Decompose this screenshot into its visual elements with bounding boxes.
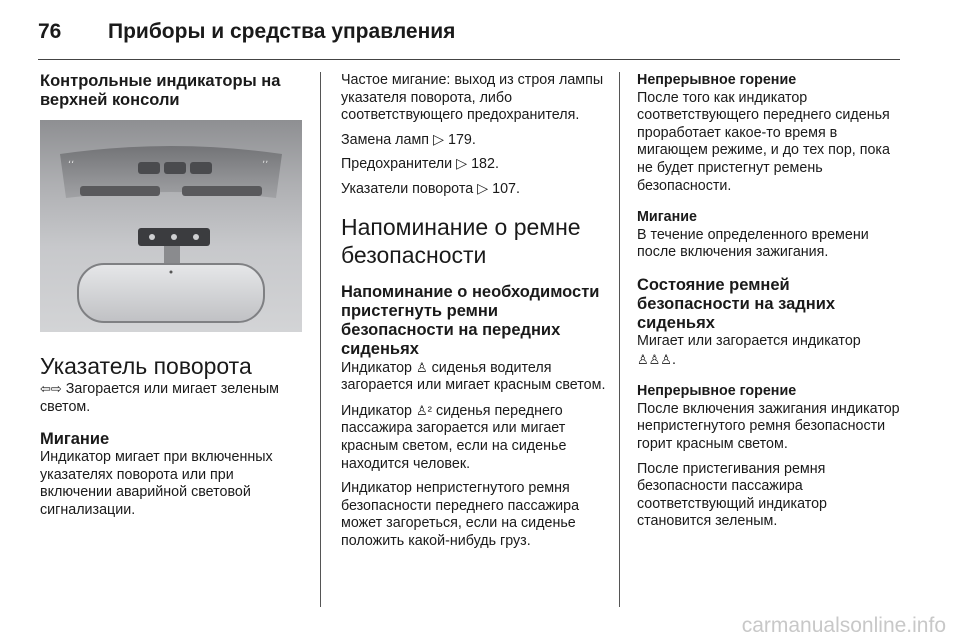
front-seats-heading: Напоминание о необходимости пристегнуть ремни безопасности на передних сиденьях [341, 282, 600, 358]
column-1 [40, 72, 306, 527]
page-number: 76 [38, 20, 62, 43]
turn-arrows-icon: ⇦⇨ [40, 381, 62, 396]
column-divider-1 [320, 72, 321, 607]
turn-signal-heading: Указатель поворота [40, 353, 252, 379]
section-title-console: Контрольные индикаторы на верхней консоли [40, 72, 281, 109]
steady-light-heading-2: Непрерывное горение [637, 383, 797, 400]
steady-light-text-2: После включения зажигания индикатор непристегнутого ремня безопасности горит красным светом. [637, 400, 900, 452]
rapid-blink-text: Частое мигание: выход из строя лампы указателя поворота, либо соответствующего предохранителя. [341, 72, 604, 124]
svg-text:ʼʼ: ʼʼ [262, 160, 269, 171]
passenger-indicator-text: Индикатор ♙² сиденья переднего пассажира загорается или мигает красным светом, если на сиденье находится человек. [341, 402, 567, 472]
after-buckling-text: После пристегивания ремня безопасности пассажира соответствующий индикатор становится зеленым. [637, 460, 828, 530]
page-ref-icon: ▷ [477, 180, 489, 197]
driver-indicator-text: Индикатор ♙ сиденья водителя загорается или мигает красным светом. [341, 359, 606, 394]
overhead-console-photo [40, 120, 302, 332]
driver-seatbelt-icon: ♙ [415, 359, 428, 375]
lamp-replacement-ref: Замена ламп ▷ 179. [341, 131, 476, 148]
svg-text:ʻʻ: ʻʻ [68, 160, 75, 171]
watermark: carmanualsonline.info [741, 614, 946, 637]
page-ref-icon: ▷ [433, 131, 445, 148]
blinking-heading: Мигание [40, 430, 110, 449]
column-3 [637, 72, 903, 538]
blinking-text-2: В течение определенного времени после включения зажигания. [637, 226, 869, 261]
header-rule [38, 59, 900, 60]
steady-light-heading: Непрерывное горение [637, 72, 797, 88]
turn-signals-ref: Указатели поворота ▷ 107. [341, 180, 520, 197]
page-ref-icon: ▷ [456, 156, 468, 173]
blinking-text: Индикатор мигает при включенных указателях поворота или при включении аварийной световой сигнализации. [40, 449, 273, 518]
rear-seatbelt-heading: Состояние ремней безопасности на задних сиденьях [637, 275, 836, 332]
seatbelt-reminder-heading: Напоминание о ремне безопасности [341, 213, 581, 268]
column-divider-2 [619, 72, 620, 607]
console-illustration [40, 120, 302, 332]
column-2 [341, 72, 607, 558]
blinking-heading-2: Мигание [637, 209, 697, 226]
page-header [38, 14, 455, 50]
page-title: Приборы и средства управления [108, 20, 456, 43]
steady-light-text: После того как индикатор соответствующего переднего сиденья проработает какое-то время в мигающем режиме, и до тех пор, пока не будет пристегнут ремень безопасности. [637, 89, 890, 194]
passenger-load-text: Индикатор непристегнутого ремня безопасности переднего пассажира может загореться, если на сиденье положить какой-нибудь груз. [341, 480, 580, 549]
turn-signal-text: ⇦⇨ Загорается или мигает зеленым светом. [40, 381, 279, 415]
fuses-ref: Предохранители ▷ 182. [341, 156, 499, 173]
passenger-seatbelt-icon: ♙² [415, 402, 432, 418]
rear-seatbelt-icon: ♙♙♙ [637, 351, 672, 367]
rear-seatbelt-text: Мигает или загорается индикатор ♙♙♙. [637, 332, 861, 368]
